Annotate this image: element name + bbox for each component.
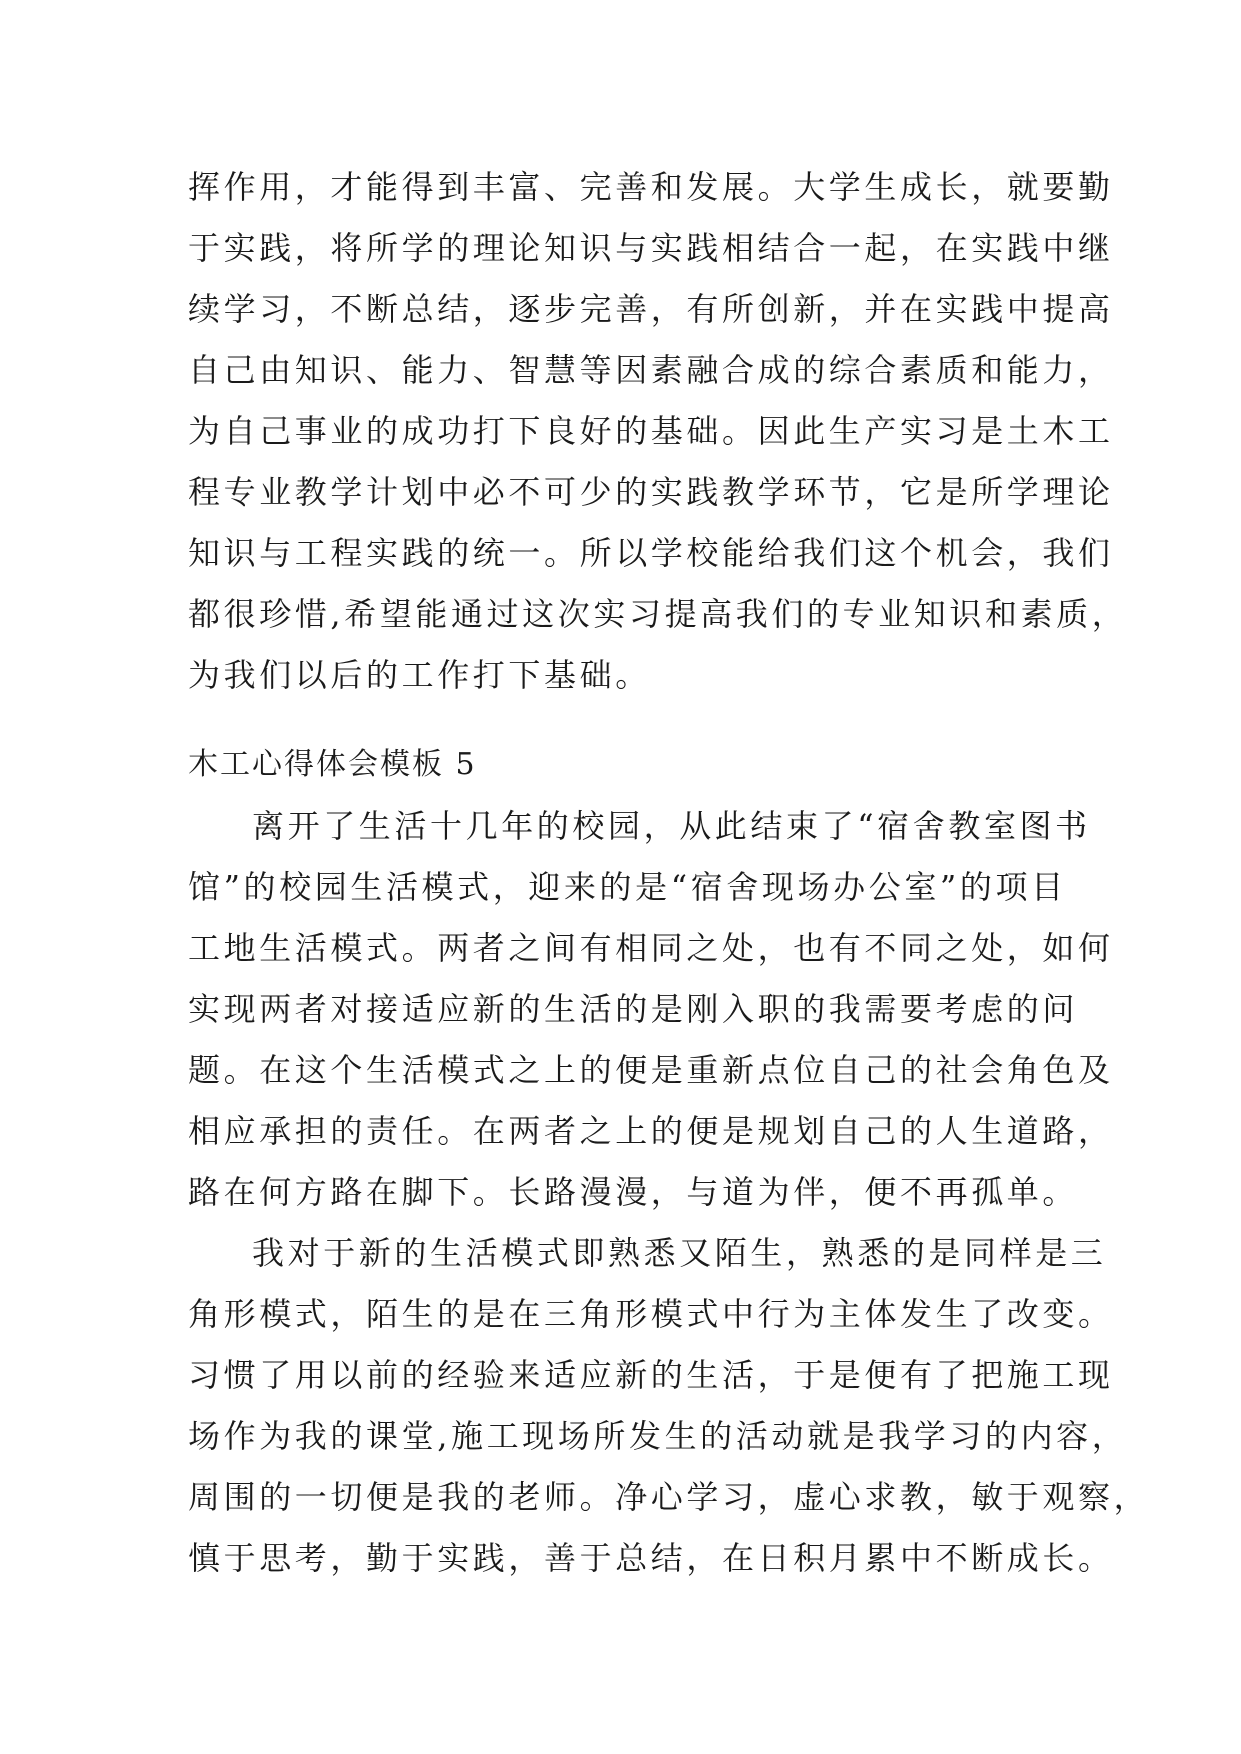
text-line: 工地生活模式。两者之间有相同之处，也有不同之处，如何 [188, 929, 1114, 967]
text-line: 都很珍惜,希望能通过这次实习提高我们的专业知识和素质， [188, 595, 1128, 633]
text-line: 我对于新的生活模式即熟悉又陌生，熟悉的是同样是三 [252, 1234, 1107, 1272]
text-line: 续学习，不断总结，逐步完善，有所创新，并在实践中提高 [188, 290, 1114, 328]
text-line: 馆”的校园生活模式，迎来的是“宿舍现场办公室”的项目 [188, 868, 1067, 906]
text-line: 为自己事业的成功打下良好的基础。因此生产实习是土木工 [188, 412, 1114, 450]
text-line: 实现两者对接适应新的生活的是刚入职的我需要考虑的问 [188, 990, 1079, 1028]
text-line: 习惯了用以前的经验来适应新的生活，于是便有了把施工现 [188, 1356, 1114, 1394]
text-line: 路在何方路在脚下。长路漫漫，与道为伴，便不再孤单。 [188, 1173, 1079, 1211]
text-line: 场作为我的课堂,施工现场所发生的活动就是我学习的内容， [188, 1417, 1128, 1455]
section-heading: 木工心得体会模板 5 [188, 747, 477, 782]
text-line: 周围的一切便是我的老师。净心学习，虚心求教，敏于观察， [188, 1478, 1150, 1516]
text-line: 程专业教学计划中必不可少的实践教学环节，它是所学理论 [188, 473, 1114, 511]
text-line: 慎于思考，勤于实践，善于总结，在日积月累中不断成长。 [188, 1539, 1114, 1577]
text-line: 离开了生活十几年的校园，从此结束了“宿舍教室图书 [252, 807, 1091, 845]
text-line: 知识与工程实践的统一。所以学校能给我们这个机会，我们 [188, 534, 1114, 572]
text-line: 题。在这个生活模式之上的便是重新点位自己的社会角色及 [188, 1051, 1114, 1089]
text-line: 于实践，将所学的理论知识与实践相结合一起，在实践中继 [188, 229, 1114, 267]
text-line: 相应承担的责任。在两者之上的便是规划自己的人生道路， [188, 1112, 1114, 1150]
text-line: 挥作用，才能得到丰富、完善和发展。大学生成长，就要勤 [188, 168, 1114, 206]
text-line: 自己由知识、能力、智慧等因素融合成的综合素质和能力， [188, 351, 1114, 389]
text-line: 为我们以后的工作打下基础。 [188, 656, 651, 694]
text-line: 角形模式，陌生的是在三角形模式中行为主体发生了改变。 [188, 1295, 1114, 1333]
